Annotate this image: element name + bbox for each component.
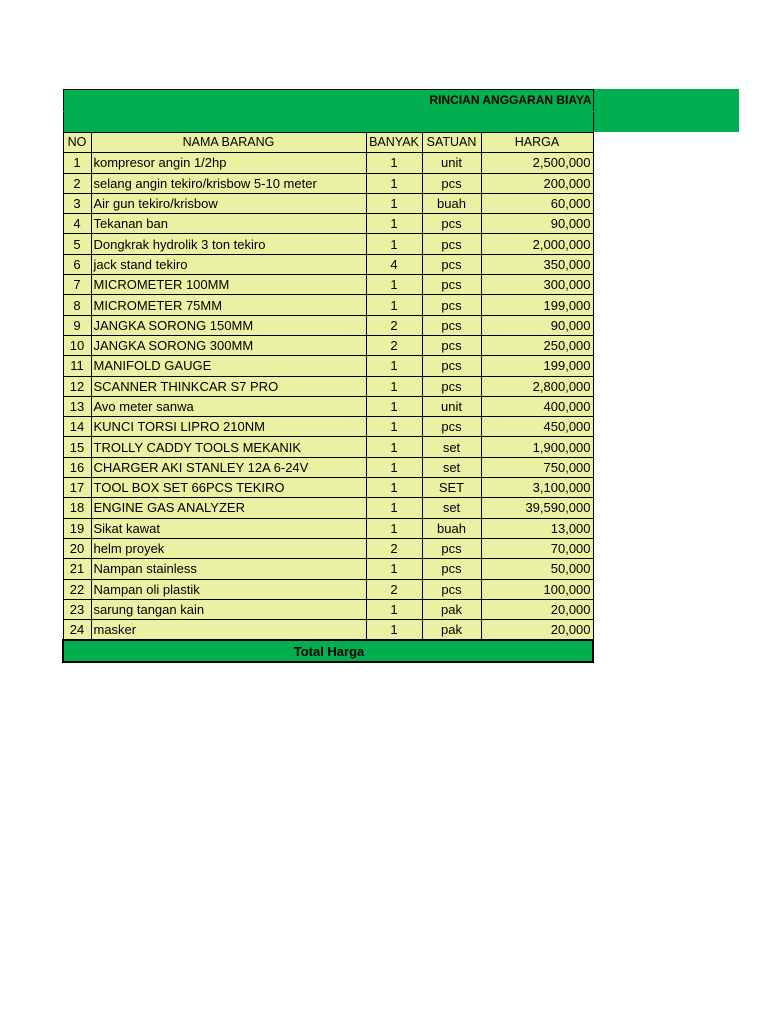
cell-nama-barang: SCANNER THINKCAR S7 PRO (91, 376, 366, 396)
cell-satuan: pcs (422, 315, 481, 335)
cell-nama-barang: KUNCI TORSI LIPRO 210NM (91, 417, 366, 437)
cell-no: 22 (63, 579, 91, 599)
table-row (63, 478, 593, 498)
total-label: Total Harga (63, 640, 593, 662)
cell-nama-barang: MICROMETER 100MM (91, 275, 366, 295)
header-harga: HARGA (481, 133, 593, 153)
total-row (63, 640, 593, 662)
cell-harga: 2,500,000 (481, 153, 593, 173)
cell-harga: 250,000 (481, 335, 593, 355)
budget-table (62, 89, 594, 663)
cell-satuan: pcs (422, 579, 481, 599)
cell-no: 10 (63, 335, 91, 355)
cell-banyak: 1 (366, 275, 422, 295)
cell-banyak: 1 (366, 173, 422, 193)
cell-harga: 20,000 (481, 620, 593, 641)
cell-nama-barang: Sikat kawat (91, 518, 366, 538)
table-row (63, 234, 593, 254)
cell-satuan: pcs (422, 173, 481, 193)
cell-harga: 1,900,000 (481, 437, 593, 457)
cell-nama-barang: TROLLY CADDY TOOLS MEKANIK (91, 437, 366, 457)
blank-cell (63, 112, 593, 133)
table-row (63, 193, 593, 213)
cell-no: 16 (63, 457, 91, 477)
cell-nama-barang: masker (91, 620, 366, 641)
table-row (63, 518, 593, 538)
cell-nama-barang: selang angin tekiro/krisbow 5-10 meter (91, 173, 366, 193)
table-row (63, 437, 593, 457)
cell-no: 5 (63, 234, 91, 254)
cell-satuan: pak (422, 620, 481, 641)
header-row (63, 133, 593, 153)
cell-harga: 400,000 (481, 396, 593, 416)
cell-harga: 90,000 (481, 315, 593, 335)
cell-harga: 750,000 (481, 457, 593, 477)
cell-banyak: 1 (366, 457, 422, 477)
cell-banyak: 1 (366, 214, 422, 234)
table-row (63, 396, 593, 416)
cell-banyak: 1 (366, 295, 422, 315)
cell-harga: 2,000,000 (481, 234, 593, 254)
cell-nama-barang: Nampan oli plastik (91, 579, 366, 599)
cell-nama-barang: TOOL BOX SET 66PCS TEKIRO (91, 478, 366, 498)
header-banyak: BANYAK (366, 133, 422, 153)
table-row (63, 275, 593, 295)
cell-nama-barang: Avo meter sanwa (91, 396, 366, 416)
cell-banyak: 1 (366, 396, 422, 416)
cell-no: 9 (63, 315, 91, 335)
table-row (63, 579, 593, 599)
cell-harga: 13,000 (481, 518, 593, 538)
cell-no: 21 (63, 559, 91, 579)
table-row (63, 335, 593, 355)
cell-banyak: 1 (366, 417, 422, 437)
cell-harga: 50,000 (481, 559, 593, 579)
cell-satuan: pcs (422, 376, 481, 396)
cell-banyak: 1 (366, 599, 422, 619)
cell-nama-barang: kompresor angin 1/2hp (91, 153, 366, 173)
cell-satuan: pcs (422, 335, 481, 355)
table-row (63, 620, 593, 641)
cell-satuan: pcs (422, 356, 481, 376)
cell-harga: 39,590,000 (481, 498, 593, 518)
cell-no: 18 (63, 498, 91, 518)
cell-banyak: 1 (366, 437, 422, 457)
table-row (63, 153, 593, 173)
cell-banyak: 1 (366, 153, 422, 173)
cell-harga: 90,000 (481, 214, 593, 234)
cell-no: 13 (63, 396, 91, 416)
cell-satuan: unit (422, 396, 481, 416)
cell-banyak: 2 (366, 335, 422, 355)
cell-no: 19 (63, 518, 91, 538)
cell-nama-barang: helm proyek (91, 538, 366, 558)
cell-satuan: pak (422, 599, 481, 619)
cell-banyak: 2 (366, 579, 422, 599)
cell-satuan: pcs (422, 275, 481, 295)
cell-harga: 300,000 (481, 275, 593, 295)
cell-no: 3 (63, 193, 91, 213)
cell-satuan: pcs (422, 254, 481, 274)
table-title: RINCIAN ANGGARAN BIAYA (63, 90, 593, 112)
cell-harga: 3,100,000 (481, 478, 593, 498)
title-band-extension (592, 89, 739, 132)
cell-nama-barang: jack stand tekiro (91, 254, 366, 274)
cell-no: 17 (63, 478, 91, 498)
cell-banyak: 2 (366, 315, 422, 335)
table-row (63, 417, 593, 437)
cell-no: 14 (63, 417, 91, 437)
cell-banyak: 1 (366, 518, 422, 538)
cell-no: 1 (63, 153, 91, 173)
cell-nama-barang: Air gun tekiro/krisbow (91, 193, 366, 213)
table-row (63, 356, 593, 376)
header-no: NO (63, 133, 91, 153)
cell-no: 7 (63, 275, 91, 295)
cell-nama-barang: Tekanan ban (91, 214, 366, 234)
cell-harga: 60,000 (481, 193, 593, 213)
cell-harga: 350,000 (481, 254, 593, 274)
table-row (63, 498, 593, 518)
cell-no: 23 (63, 599, 91, 619)
title-row (63, 90, 593, 112)
cell-satuan: pcs (422, 214, 481, 234)
cell-nama-barang: MANIFOLD GAUGE (91, 356, 366, 376)
cell-satuan: pcs (422, 417, 481, 437)
table-row (63, 376, 593, 396)
cell-satuan: SET (422, 478, 481, 498)
cell-satuan: unit (422, 153, 481, 173)
table-row (63, 538, 593, 558)
cell-banyak: 1 (366, 234, 422, 254)
cell-nama-barang: JANGKA SORONG 300MM (91, 335, 366, 355)
cell-satuan: set (422, 437, 481, 457)
cell-harga: 2,800,000 (481, 376, 593, 396)
cell-satuan: pcs (422, 538, 481, 558)
cell-harga: 199,000 (481, 356, 593, 376)
table-row (63, 254, 593, 274)
cell-banyak: 2 (366, 538, 422, 558)
cell-no: 2 (63, 173, 91, 193)
cell-no: 20 (63, 538, 91, 558)
cell-nama-barang: JANGKA SORONG 150MM (91, 315, 366, 335)
cell-no: 11 (63, 356, 91, 376)
cell-banyak: 1 (366, 356, 422, 376)
cell-satuan: buah (422, 518, 481, 538)
cell-satuan: set (422, 457, 481, 477)
table-row (63, 599, 593, 619)
table-row (63, 173, 593, 193)
cell-banyak: 1 (366, 620, 422, 641)
cell-nama-barang: sarung tangan kain (91, 599, 366, 619)
table-row (63, 315, 593, 335)
cell-nama-barang: ENGINE GAS ANALYZER (91, 498, 366, 518)
table-row (63, 457, 593, 477)
cell-harga: 100,000 (481, 579, 593, 599)
cell-banyak: 1 (366, 376, 422, 396)
cell-satuan: set (422, 498, 481, 518)
cell-banyak: 1 (366, 559, 422, 579)
cell-no: 6 (63, 254, 91, 274)
table-row (63, 559, 593, 579)
cell-harga: 199,000 (481, 295, 593, 315)
cell-satuan: pcs (422, 559, 481, 579)
cell-harga: 450,000 (481, 417, 593, 437)
cell-no: 8 (63, 295, 91, 315)
cell-harga: 200,000 (481, 173, 593, 193)
cell-nama-barang: CHARGER AKI STANLEY 12A 6-24V (91, 457, 366, 477)
cell-nama-barang: Dongkrak hydrolik 3 ton tekiro (91, 234, 366, 254)
cell-harga: 20,000 (481, 599, 593, 619)
cell-harga: 70,000 (481, 538, 593, 558)
table-row (63, 214, 593, 234)
blank-row (63, 112, 593, 133)
cell-nama-barang: Nampan stainless (91, 559, 366, 579)
cell-nama-barang: MICROMETER 75MM (91, 295, 366, 315)
cell-banyak: 1 (366, 193, 422, 213)
cell-satuan: pcs (422, 234, 481, 254)
table-row (63, 295, 593, 315)
cell-satuan: buah (422, 193, 481, 213)
cell-banyak: 4 (366, 254, 422, 274)
cell-satuan: pcs (422, 295, 481, 315)
header-nama-barang: NAMA BARANG (91, 133, 366, 153)
cell-banyak: 1 (366, 498, 422, 518)
cell-no: 12 (63, 376, 91, 396)
cell-banyak: 1 (366, 478, 422, 498)
cell-no: 15 (63, 437, 91, 457)
header-satuan: SATUAN (422, 133, 481, 153)
cell-no: 4 (63, 214, 91, 234)
cell-no: 24 (63, 620, 91, 641)
